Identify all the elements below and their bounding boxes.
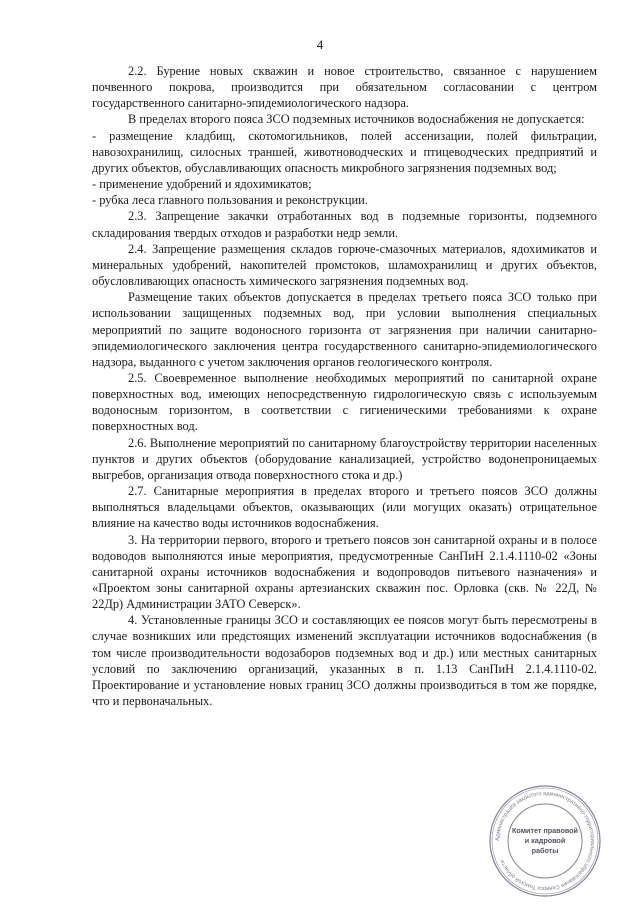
paragraph-2-6: 2.6. Выполнение мероприятий по санитарному благоустройству территории населенных пунктов и других объектов (оборудование канализацией, устройство водонепроницаемых выгребов, организация отвода поверхностного стока и др.) xyxy=(92,435,597,482)
list-item-logging: - рубка леса главного пользования и реконструкции. xyxy=(92,193,368,208)
official-stamp xyxy=(487,783,603,899)
list-item-cemeteries: - размещение кладбищ, скотомогильников, полей ассенизации, полей фильтрации, навозохранилищ, силосных траншей, животноводческих и птицеводческих предприятий и других объектов, обуславливающих опасность микробного загрязнения подземных вод; xyxy=(92,128,597,175)
paragraph-zone3-placement: Размещение таких объектов допускается в пределах третьего пояса ЗСО только при использовании защищенных подземных вод, при условии выполнения специальных мероприятий по защите водоносного горизонта от загрязнения при наличии санитарно-эпидемиологического заключения центра государственного санитарно-эпидемиологического надзора, выданного с учетом заключения органов геологического контроля. xyxy=(92,290,597,369)
stamp-center-line-1: Комитет правовой xyxy=(512,826,578,835)
paragraph-2-5: 2.5. Своевременное выполнение необходимых мероприятий по санитарной охране поверхностных вод, имеющих непосредственную гидрологическую связь с используемым водоносным горизонтом, в соответствии с гигиеническими требованиями к охране поверхностных вод. xyxy=(92,370,597,434)
paragraph-zone2-intro: В пределах второго пояса ЗСО подземных источников водоснабжения не допускается: xyxy=(128,112,585,127)
paragraph-4: 4. Установленные границы ЗСО и составляющих ее поясов могут быть пересмотрены в случае возникших или предстоящих изменений эксплуатации источников водоснабжения (в том числе производительности водозаборов подземных вод и др.) или местных санитарных условий по заключению организаций, указанных в п. 1.13 СанПиН 2.1.4.1110-02. Проектирование и установление новых границ ЗСО должны производиться в том же порядке, что и первоначальных. xyxy=(92,613,597,709)
stamp-ring-text: Администрация закрытого административно-территориального образования Северск Томской области xyxy=(494,790,596,892)
paragraph-2-7: 2.7. Санитарные мероприятия в пределах второго и третьего поясов ЗСО должны выполняться владельцами объектов, оказывающих (или могущих оказать) отрицательное влияние на качество воды источников водоснабжения. xyxy=(92,484,597,531)
list-item-fertilizers: - применение удобрений и ядохимикатов; xyxy=(92,177,312,192)
document-body xyxy=(92,63,597,709)
paragraph-2-2: 2.2. Бурение новых скважин и новое строительство, связанное с нарушением почвенного покрова, производится при обязательном согласовании с центром государственного санитарно-эпидемиологического надзора. xyxy=(92,64,597,111)
paragraph-2-3: 2.3. Запрещение закачки отработанных вод в подземные горизонты, подземного складирования твердых отходов и разработки недр земли. xyxy=(92,209,597,240)
paragraph-2-4: 2.4. Запрещение размещения складов горюче-смазочных материалов, ядохимикатов и минеральных удобрений, накопителей промстоков, шламохранилищ и других объектов, обусловливающих опасность химического загрязнения подземных вод. xyxy=(92,241,597,289)
page-number: 4 xyxy=(316,37,324,52)
stamp-center-line-3: работы xyxy=(531,846,559,855)
stamp-center-line-2: и кадровой xyxy=(524,836,566,845)
paragraph-3: 3. На территории первого, второго и третьего поясов зон санитарной охраны и в полосе водоводов выполняются иные мероприятия, предусмотренные СанПиН 2.1.4.1110-02 «Зоны санитарной охраны источников водоснабжения и водопроводов питьевого назначения» и «Проектом зоны санитарной охраны артезианских скважин пос. Орловка (скв. № 22Д, № 22Др) Администрации ЗАТО Северск». xyxy=(92,532,597,612)
